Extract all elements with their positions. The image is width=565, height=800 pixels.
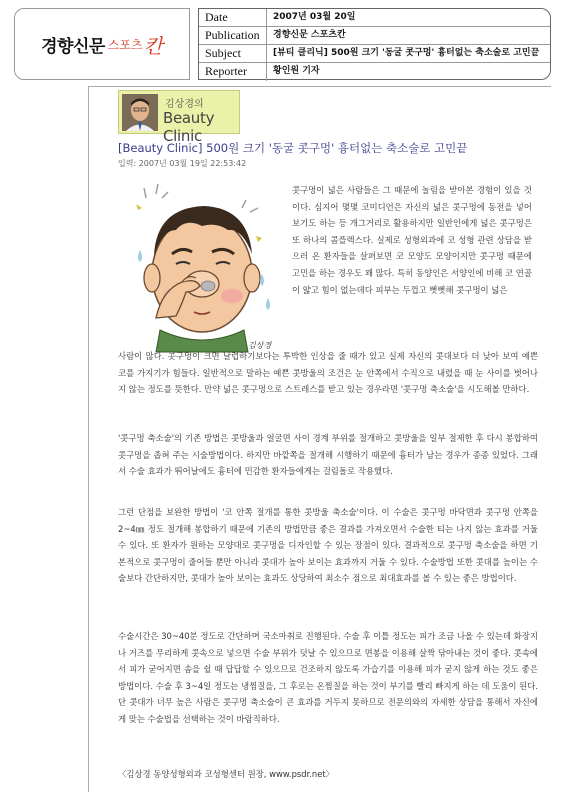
logo-kan: 칸 (143, 33, 163, 58)
article-paragraph-4: 수술시간은 30~40분 정도로 간단하며 국소마취로 진행된다. 수술 후 이틀 정도는 피가 조금 나올 수 있는데 화장지나 거즈를 무리하게 콧속으로 넣으면 수술 부위가 덧날 수 있으므로 면봉을 이용해 살짝 닦아내는 것이 좋다. 콧속에서 피가 굳어지면 솜을 쉴 때 답답할 수 있으므로 건조하지 않도록 가습기를 이용해 피가 굳지 않게 하는 것도 좋은 방법이다. 수술 후 3~4일 정도는 냉찜질을, 그 후로는 온찜질을 하는 것이 부기를 빨리 빠지게 하는 데 도움이 된다. 단 콧대가 너무 높은 사람은 콧구멍 축소술이 큰 효과를 거두지 못하므로 전문의와의 자세한 상담을 통해서 자신에게 맞는 수술법을 선택하는 것이 바람직하다. (118, 631, 538, 724)
author-portrait-icon (122, 94, 158, 131)
article-headline: [Beauty Clinic] 500원 크기 '동굴 콧구멍' 흉터없는 축소술로 고민끝 (118, 141, 468, 155)
meta-label: Date (199, 9, 267, 26)
logo-name: 경향신문 (41, 36, 105, 57)
logo-sports: 스포츠 (107, 37, 143, 52)
meta-value: 황인원 기자 (273, 66, 320, 76)
article-paragraph-1b: 사람이 많다. 콧구멍이 크면 날렵하기보다는 투박한 인상을 줄 때가 있고 실제 자신의 콧대보다 더 낮아 보여 예쁜 코를 가지기가 힘들다. 일반적으로 말하는 예쁜 콧방울의 조건은 눈 안쪽에서 수직으로 내렸을 때 눈 사이를 벗어나지 않는 정도를 뜻한다. 만약 넓은 콧구멍으로 스트레스를 받고 있는 경우라면 '콧구멍 축소술'을 시도해볼 만하다. (118, 351, 538, 395)
meta-label: Reporter (199, 63, 267, 81)
banner-column-title: Beauty Clinic (163, 109, 215, 145)
nose-cartoon-icon (116, 178, 288, 352)
article-paragraph-2: '콧구멍 축소술'의 기존 방법은 콧방울과 얼굴면 사이 경계 부위를 절개하고 콧방울을 일부 절제한 후 다시 봉합하여 콧구멍을 좁혀 주는 시술방법이다. 하지만 바깥쪽을 절개해 시행하기 때문에 흉터가 남는 경우가 종종 있었다. 그래서 수술 효과가 뛰어날에도 흉터에 민감한 환자들에게는 걸림돌로 작용했다. (118, 433, 538, 477)
publication-logo (14, 8, 190, 80)
illustration-signature: 김상경 (248, 341, 272, 350)
article-dateline: 입력: 2007년 03월 19일 22:53:42 (118, 159, 247, 168)
meta-label: Subject (199, 45, 267, 62)
cartoon-illustration (116, 178, 288, 352)
meta-value: 경향신문 스포츠칸 (273, 30, 346, 40)
author-credit: 〈김상경 동양성형외과 코성형센터 원장, www.psdr.net〉 (118, 769, 335, 779)
article-paragraph-3: 그런 단점을 보완한 방법이 '코 안쪽 절개를 통한 콧방울 축소술'이다. 이 수술은 콧구멍 바닥면과 콧구멍 안쪽을 2~4㎜ 정도 절개해 봉합하기 때문에 기존의 방법만큼 좋은 결과를 가져오면서 수술한 티는 나지 않는 효과를 거둘 수 있다. 또 환자가 원하는 모양대로 콧구멍을 디자인할 수 있는 장점이 있다. 결과적으로 콧구멍 축소술을 하면 기본적으로 콧구멍이 줄어들 뿐만 아니라 콧대가 높아 보이는 효과까지 거둘 수 있다. 수술방법 또한 콧대를 높이는 수술보다 간단하지만, 콧대가 높아 보이는 효과도 상당하여 최소수 점으로 최대효과를 볼 수 있는 좋은 방법이다. (118, 507, 538, 584)
metadata-table (198, 8, 551, 80)
article-paragraph-1a: 콧구멍이 넓은 사람들은 그 때문에 놀림을 받아본 경험이 있을 것이다. 심지어 몇몇 코미디언은 자신의 넓은 콧구멍에 동전을 넣어보기도 하는 등 개그거리로 활용하지만 일반인에게 넓은 콧구멍은 또 하나의 콤플렉스다. 실제로 성형외과에 코 성형 관련 상담을 받으러 온 환자들을 살펴보면 코 모양도 모양이지만 콧구멍 때문에 고민을 하는 경우도 꽤 많다. 특히 동양인은 서양인에 비해 코 연골이 얇고 힘이 없는데다 피부는 두껍고 뻣뻣해 콧구멍이 넓은 (292, 185, 532, 295)
column-banner (118, 90, 240, 145)
meta-row-subject (199, 45, 550, 63)
meta-row-reporter (199, 63, 550, 81)
banner-author-name: 김상경의 (165, 99, 204, 110)
meta-value: [뷰티 클리닉] 500원 크기 '동굴 콧구멍' 흉터없는 축소술로 고민끝 (273, 48, 540, 58)
meta-row-date (199, 9, 550, 27)
author-photo (122, 94, 158, 131)
meta-value: 2007년 03월 20일 (273, 12, 356, 22)
meta-row-publication (199, 27, 550, 45)
document-header (14, 8, 551, 80)
meta-label: Publication (199, 27, 267, 44)
